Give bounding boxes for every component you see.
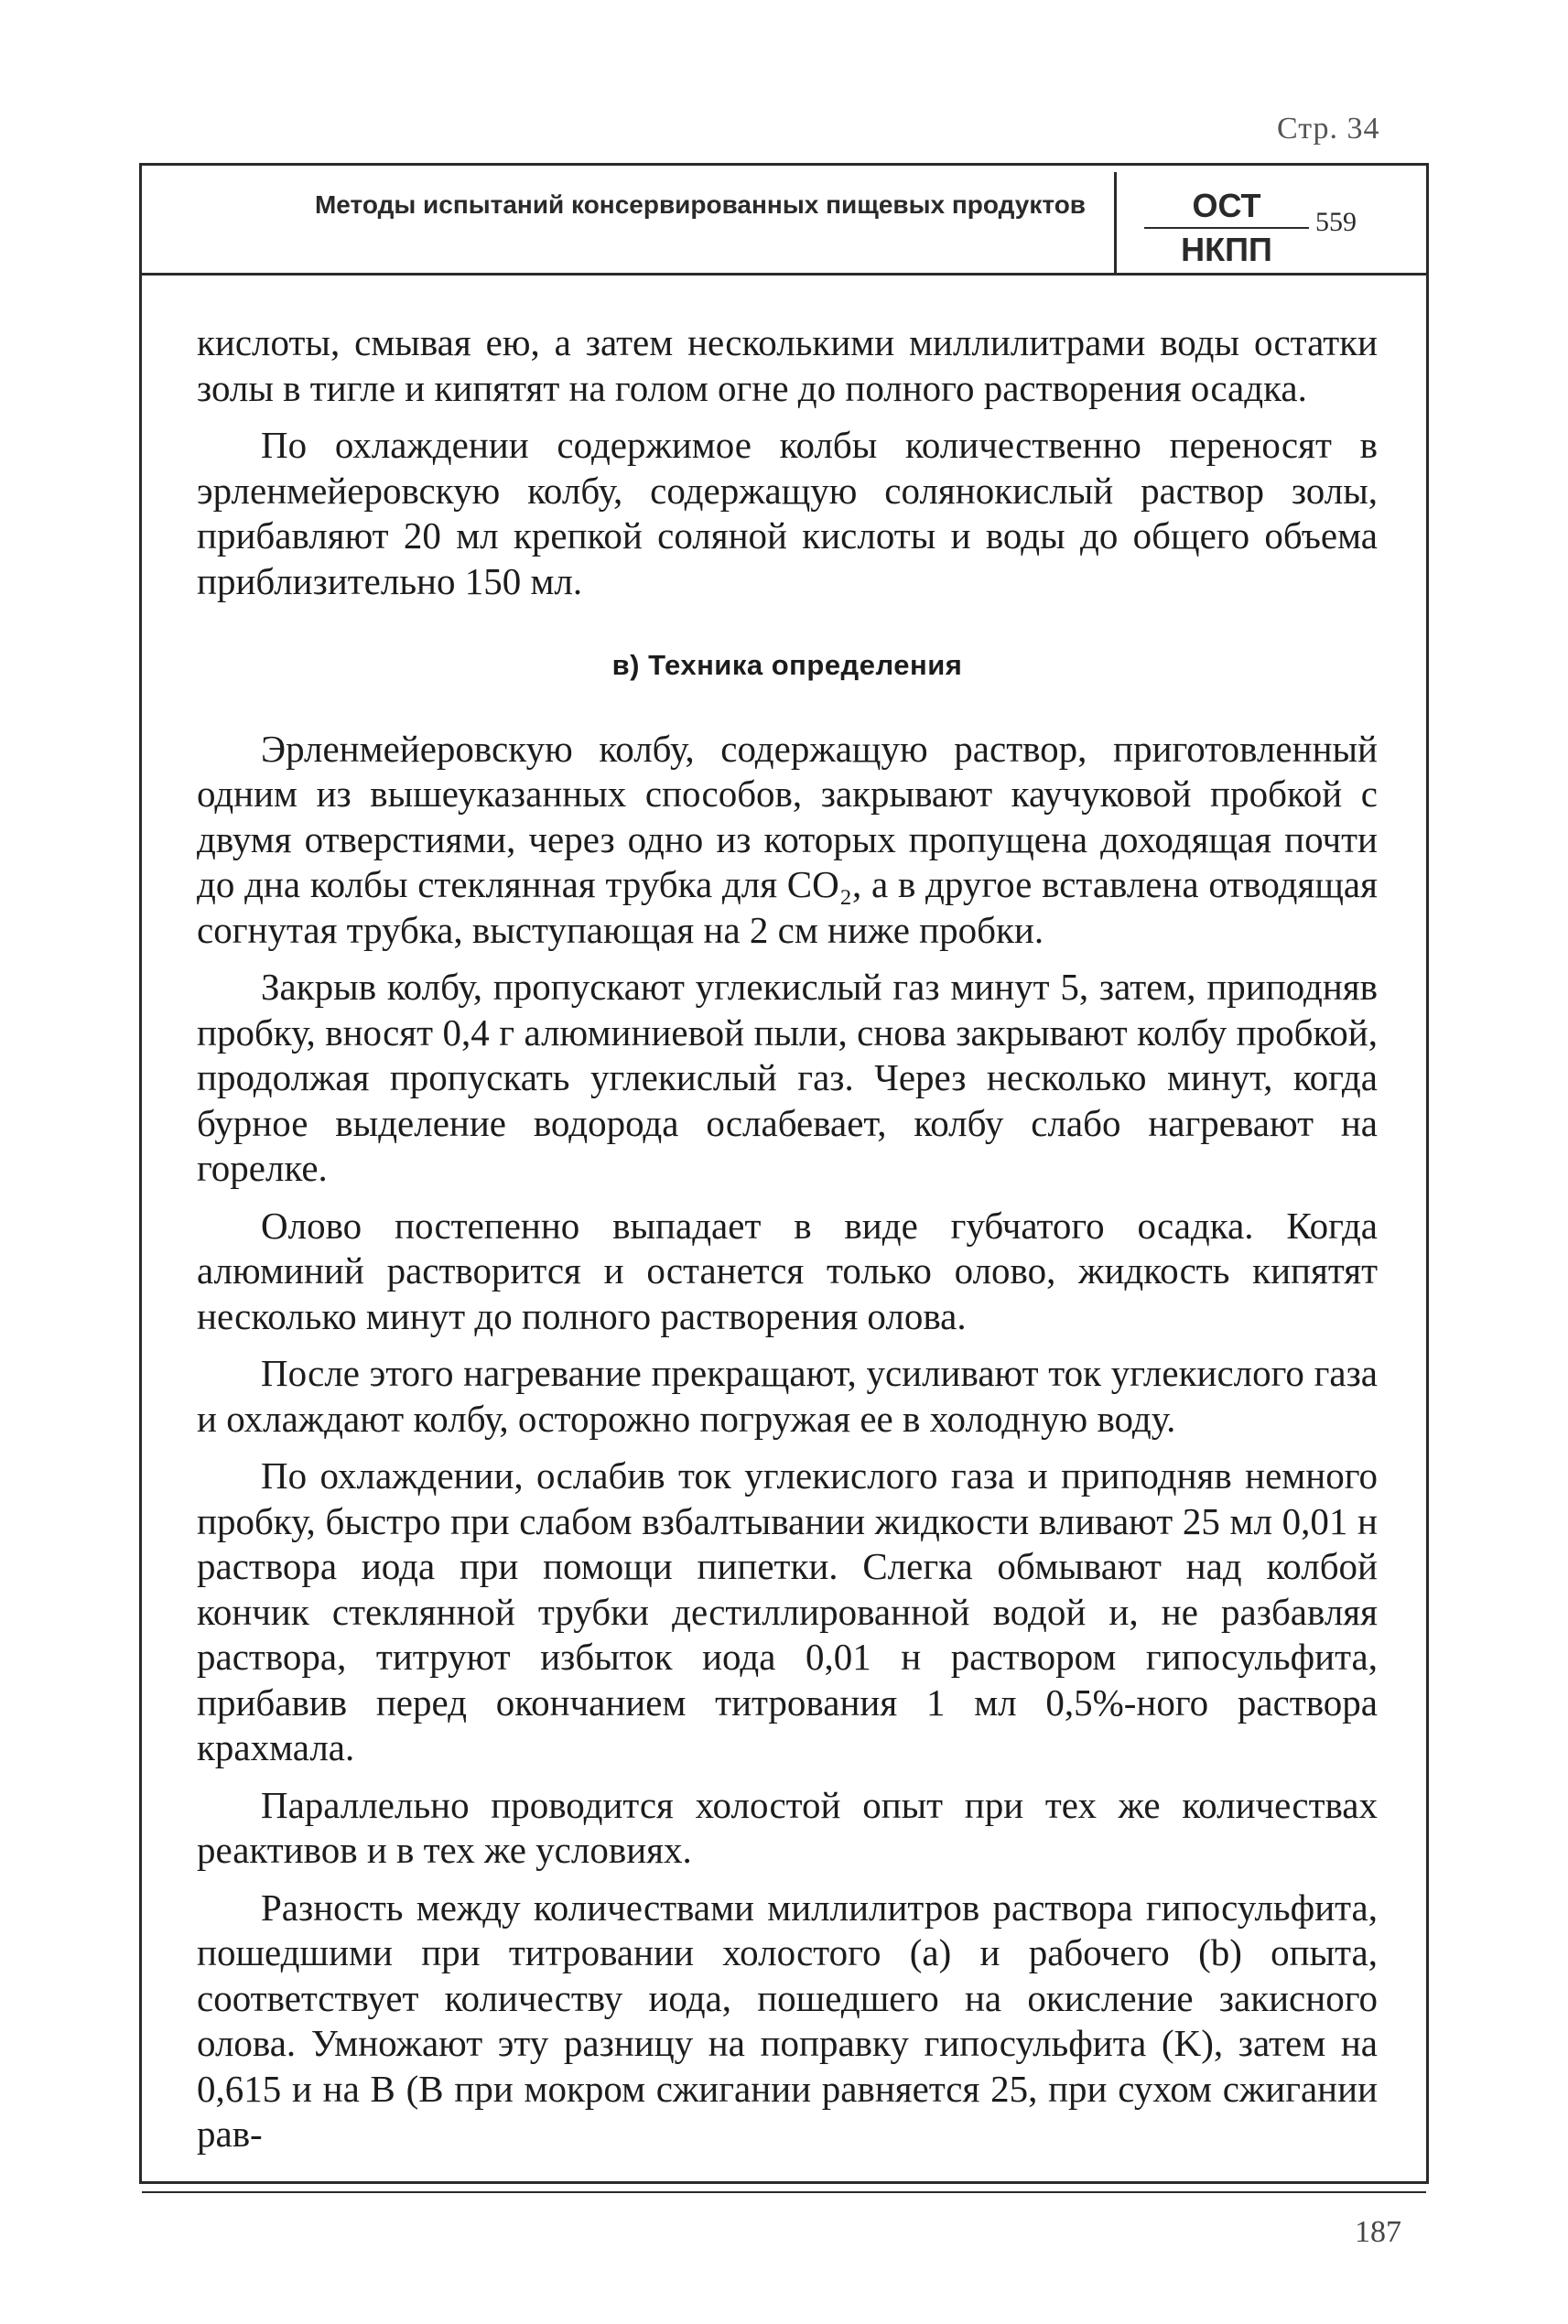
frame-bottom-rule [142, 2181, 1426, 2184]
page-number: 187 [1355, 2215, 1401, 2249]
document-header [142, 172, 1426, 276]
standard-code-bottom: НКПП [1181, 231, 1272, 268]
page-reference: Стр. 34 [1277, 112, 1380, 146]
header-title: Методы испытаний консервированных пищевых продуктов [314, 190, 1087, 219]
paragraph-3: Эрленмейеровскую колбу, содержащую раствор, приготовленный одним из вышеуказанных способов, закрывают каучуковой пробкой с двумя отверстиями, через одно из которых пропущена доходящая почти до дна колбы стеклянная трубка для CO₂, а в другое вставлена отводящая согнутая трубка, выступающая на 2 см ниже пробки. [197, 727, 1378, 951]
paragraph-8: Параллельно проводится холостой опыт при тех же количествах реактивов и в тех же условиях. [197, 1783, 1378, 1871]
paragraph-7: По охлаждении, ослабив ток углекислого газа и приподняв немного пробку, быстро при слабом взбалтывании жидкости вливают 25 мл 0,01 н раствора иода при помощи пипетки. Слегка обмывают над колбой кончик стеклянной трубки дестиллированной водой и, не разбавляя раствора, титруют избыток иода 0,01 н раствором гипосульфита, прибавив перед окончанием титрования 1 мл 0,5%-ного раствора крахмала. [197, 1454, 1378, 1768]
paragraph-4: Закрыв колбу, пропускают углекислый газ минут 5, затем, приподняв пробку, вносят 0,4 г алюминиевой пыли, снова закрывают колбу пробкой, продолжая пропускать углекислый газ. Через несколько минут, когда бурное выделение водорода ослабевает, колбу слабо нагревают на горелке. [197, 966, 1378, 1189]
standard-code-top: ОСТ [1192, 187, 1261, 224]
document-frame [139, 163, 1429, 2184]
section-heading: в) Техника определения [611, 649, 963, 681]
frame-bottom-rule-outer [142, 2191, 1426, 2193]
paragraph-1: кислоты, смывая ею, а затем несколькими миллилитрами воды остатки золы в тигле и кипятят на голом огне до полного растворения осадка. [197, 321, 1378, 409]
standard-number: 559 [1315, 207, 1357, 237]
header-divider [1114, 172, 1117, 273]
document-body [197, 320, 1378, 2169]
standard-code-fraction-line [1144, 227, 1309, 229]
frame-top-rule [142, 163, 1426, 166]
paragraph-9: Разность между количествами миллилитров раствора гипосульфита, пошедшими при титровании холостого (a) и рабочего (b) опыта, соответствует количеству иода, пошедшего на окисление закисного олова. Умножают эту разницу на поправку гипосульфита (K), затем на 0,615 и на B (B при мокром сжигании равняется 25, при сухом сжигании рав- [197, 1886, 1378, 2155]
paragraph-6: После этого нагревание прекращают, усиливают ток углекислого газа и охлаждают колбу, осторожно погружая ее в холодную воду. [197, 1352, 1378, 1440]
paragraph-2: По охлаждении содержимое колбы количественно переносят в эрленмейеровскую колбу, содержащую солянокислый раствор золы, прибавляют 20 мл крепкой соляной кислоты и воды до общего объема приблизительно 150 мл. [197, 424, 1378, 602]
paragraph-5: Олово постепенно выпадает в виде губчатого осадка. Когда алюминий растворится и останется только олово, жидкость кипятят несколько минут до полного растворения олова. [197, 1204, 1378, 1337]
